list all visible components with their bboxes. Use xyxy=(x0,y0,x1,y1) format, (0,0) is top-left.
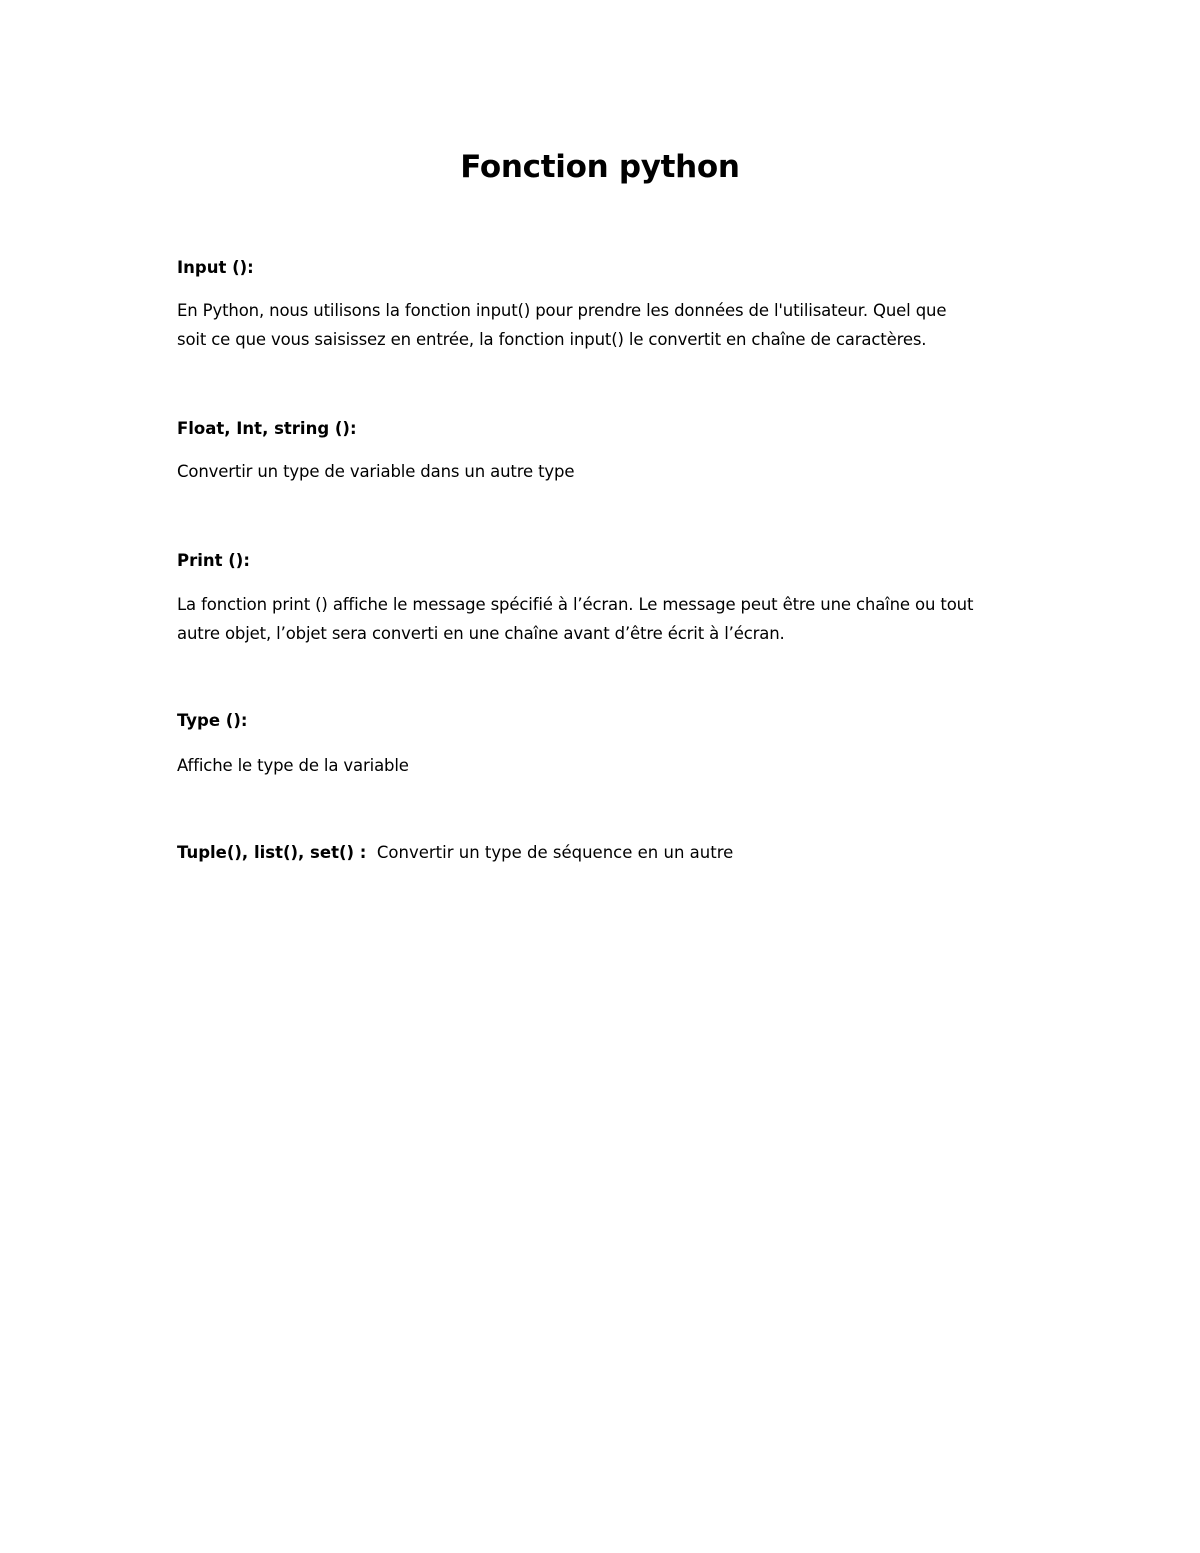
section-heading-type: Type (): xyxy=(177,711,248,730)
paragraph-line: soit ce que vous saisissez en entrée, la fonction input() le convertit en chaîne de caractères. xyxy=(177,330,927,349)
paragraph-line: autre objet, l’objet sera converti en une chaîne avant d’être écrit à l’écran. xyxy=(177,624,785,643)
section-sequence-conversion xyxy=(177,842,733,864)
section-heading-input: Input (): xyxy=(177,258,254,277)
section-body-input xyxy=(177,296,1037,354)
section-body-sequence: Convertir un type de séquence en un autre xyxy=(376,843,734,862)
paragraph-line: En Python, nous utilisons la fonction input() pour prendre les données de l'utilisateur. Quel que xyxy=(177,301,947,320)
section-body-type xyxy=(177,751,1037,780)
section-heading-sequence: Tuple(), list(), set() : xyxy=(177,843,367,862)
paragraph-line: Convertir un type de variable dans un autre type xyxy=(177,462,575,481)
page-title: Fonction python xyxy=(460,149,740,185)
section-body-print xyxy=(177,590,1037,648)
section-body-conversion xyxy=(177,457,1037,486)
paragraph-line: La fonction print () affiche le message spécifié à l’écran. Le message peut être une chaîne ou tout xyxy=(177,595,974,614)
section-heading-print: Print (): xyxy=(177,551,250,570)
paragraph-line: Affiche le type de la variable xyxy=(177,756,409,775)
section-heading-conversion: Float, Int, string (): xyxy=(177,419,357,438)
